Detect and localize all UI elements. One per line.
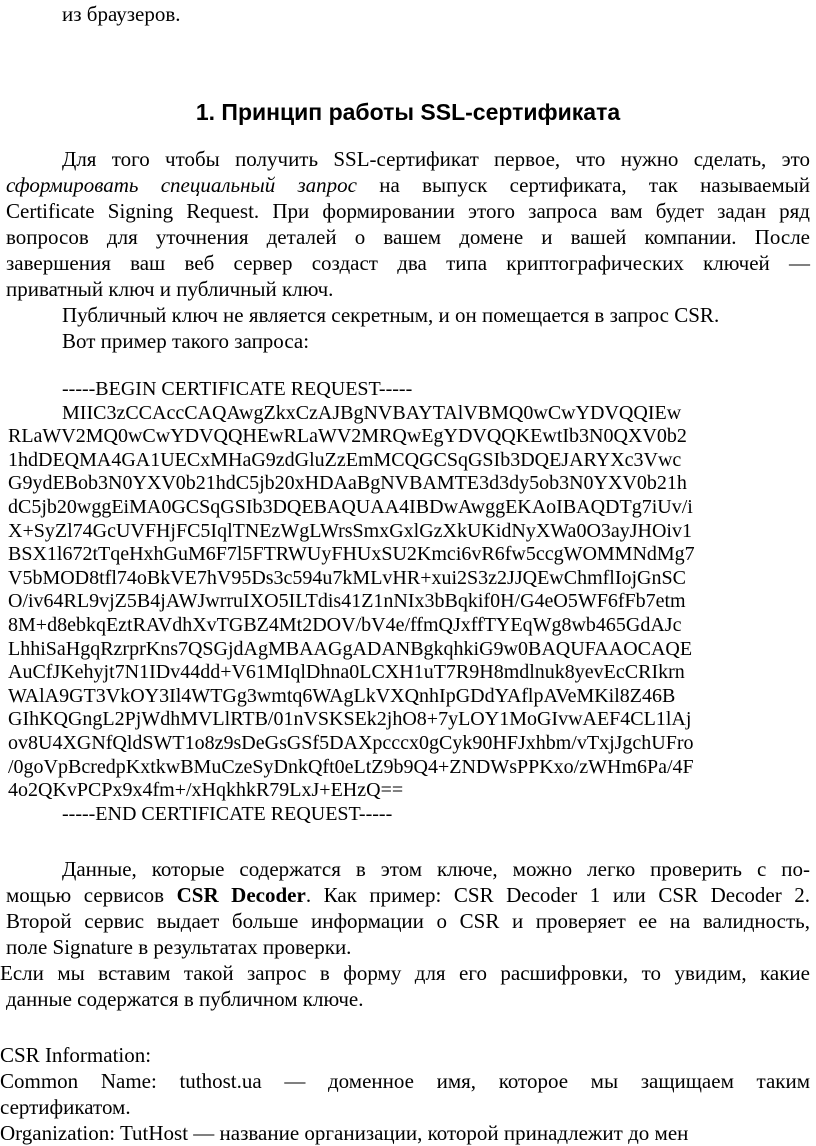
certificate-line: LhhiSaHgqRzrprKns7QSGjdAgMBAAGgADANBgkqhkiG9w0BAQUFAAOCAQE xyxy=(8,637,693,660)
certificate-line: BSX1l672tTqeHxhGuM6F7l5FTRWUyFHUxSU2Kmci6vR6fw5ccgWOMMNdMg7 xyxy=(8,543,695,566)
form-line-2: данные содержатся в публичном ключе. xyxy=(6,987,364,1011)
intro-line-4: вопросов для уточнения деталей о вашем домене и вашей компании. После xyxy=(6,225,810,249)
top-fragment-text: из браузеров. xyxy=(62,2,181,26)
decoder-line-3: Второй сервис выдает больше информации о CSR и проверяет ее на валидность, xyxy=(6,909,810,933)
certificate-line: AuCfJKehyjt7N1IDv44dd+V61MIqlDhna0LCXH1uT7R9H8mdlnuk8yevEcCRIkrn xyxy=(8,661,685,684)
decoder-line-2-post: . Как пример: CSR Decoder 1 или CSR Decoder 2. xyxy=(305,883,811,907)
decoder-line-4: поле Signature в результатах проверки. xyxy=(6,935,352,959)
certificate-line: 4o2QKvPCPx9x4fm+/xHqkhkR79LxJ+EHzQ== xyxy=(8,779,404,802)
certificate-line: WAlA9GT3VkOY3Il4WTGg3wmtq6WAgLkVXQnhIpGDdYAflpAVeMKil8Z46B xyxy=(8,684,676,707)
form-line-1: Если мы вставим такой запрос в форму для его расшифровки, то увидим, какие xyxy=(0,961,810,985)
certificate-line: GIhKQGngL2PjWdhMVLlRTB/01nVSKSEk2jhO8+7yLOY1MoGIvwAEF4CL1lAj xyxy=(8,708,692,731)
certificate-line: G9ydEBob3N0YXV0b21hdC5jb20xHDAaBgNVBAMTE3d3dy5ob3N0YXV0b21h xyxy=(8,472,687,495)
intro-line-8: Вот пример такого запроса: xyxy=(62,329,310,353)
certificate-line: dC5jb20wggEiMA0GCSqGSIb3DQEBAQUAA4IBDwAwggEKAoIBAQDTg7iUv/i xyxy=(8,495,693,518)
intro-line-5: завершения ваш веб сервер создаст два типа криптографических ключей — xyxy=(6,251,810,275)
intro-line-6: приватный ключ и публичный ключ. xyxy=(6,277,334,301)
csr-decoder-term: CSR Decoder xyxy=(176,883,306,907)
intro-line-7: Публичный ключ не является секретным, и он помещается в запрос CSR. xyxy=(62,303,720,327)
intro-line-2 xyxy=(6,172,810,198)
certificate-line: ov8U4XGNfQldSWT1o8z9sDeGsGSf5DAXpcccx0gCyk90HFJxhbm/vTxjJgchUFro xyxy=(8,731,694,754)
certificate-line: 1hdDEQMA4GA1UECxMHaG9zdGluZzEmMCQGCSqGSIb3DQEJARYXc3Vwc xyxy=(8,448,682,471)
intro-line-2-rest: на выпуск сертификата, так называемый xyxy=(357,173,810,197)
decoder-line-2 xyxy=(6,882,810,908)
decoder-line-2-pre: мощью сервисов xyxy=(6,883,177,907)
section-title: 1. Принцип работы SSL-сертификата xyxy=(195,99,621,125)
csr-information-heading: CSR Information: xyxy=(0,1043,152,1067)
certificate-line: /0goVpBcredpKxtkwBMuCzeSyDnkQft0eLtZ9b9Q4+ZNDWsPPKxo/zWHm6Pa/4F xyxy=(8,755,694,778)
certificate-line: V5bMOD8tfl74oBkVE7hV95Ds3c594u7kMLvHR+xui2S3z2JJQEwChmflIojGnSC xyxy=(8,566,686,589)
intro-line-3: Certificate Signing Request. При формировании этого запроса вам будет задан ряд xyxy=(6,199,810,223)
certificate-begin-marker: -----BEGIN CERTIFICATE REQUEST----- xyxy=(62,378,413,400)
intro-line-1: Для того чтобы получить SSL-сертификат первое, что нужно сделать, это xyxy=(62,147,810,171)
certificate-line: O/iv64RL9vjZ5B4jAWJwrruIXO5ILTdis41Z1nNIx3bBqkif0H/G4eO5WF6fFb7etm xyxy=(8,590,686,613)
decoder-line-1: Данные, которые содержатся в этом ключе, можно легко проверить с по- xyxy=(62,857,810,881)
certificate-line: RLaWV2MQ0wCwYDVQQHEwRLaWV2MRQwEgYDVQQKEwtIb3N0QXV0b2 xyxy=(8,425,687,448)
intro-italic-phrase: сформировать специальный запрос xyxy=(6,173,357,197)
certificate-line: MIIC3zCCAccCAQAwgZkxCzAJBgNVBAYTAlVBMQ0wCwYDVQQIEw xyxy=(62,401,682,424)
certificate-request-block xyxy=(8,378,698,826)
common-name-line-1: Common Name: tuthost.ua — доменное имя, которое мы защищаем таким xyxy=(0,1069,810,1093)
certificate-line: X+SyZl74GcUVFHjFC5IqlTNEzWgLWrsSmxGxlGzXkUKidNyXWa0O3ayJHOiv1 xyxy=(8,519,692,542)
certificate-end-marker: -----END CERTIFICATE REQUEST----- xyxy=(62,802,393,825)
organization-line: Organization: TutHost — название организации, которой принадлежит до мен xyxy=(0,1121,689,1145)
certificate-line: 8M+d8ebkqEztRAVdhXvTGBZ4Mt2DOV/bV4e/ffmQJxffTYEqWg8wb465GdAJc xyxy=(8,613,682,636)
common-name-line-2: сертификатом. xyxy=(0,1095,131,1119)
